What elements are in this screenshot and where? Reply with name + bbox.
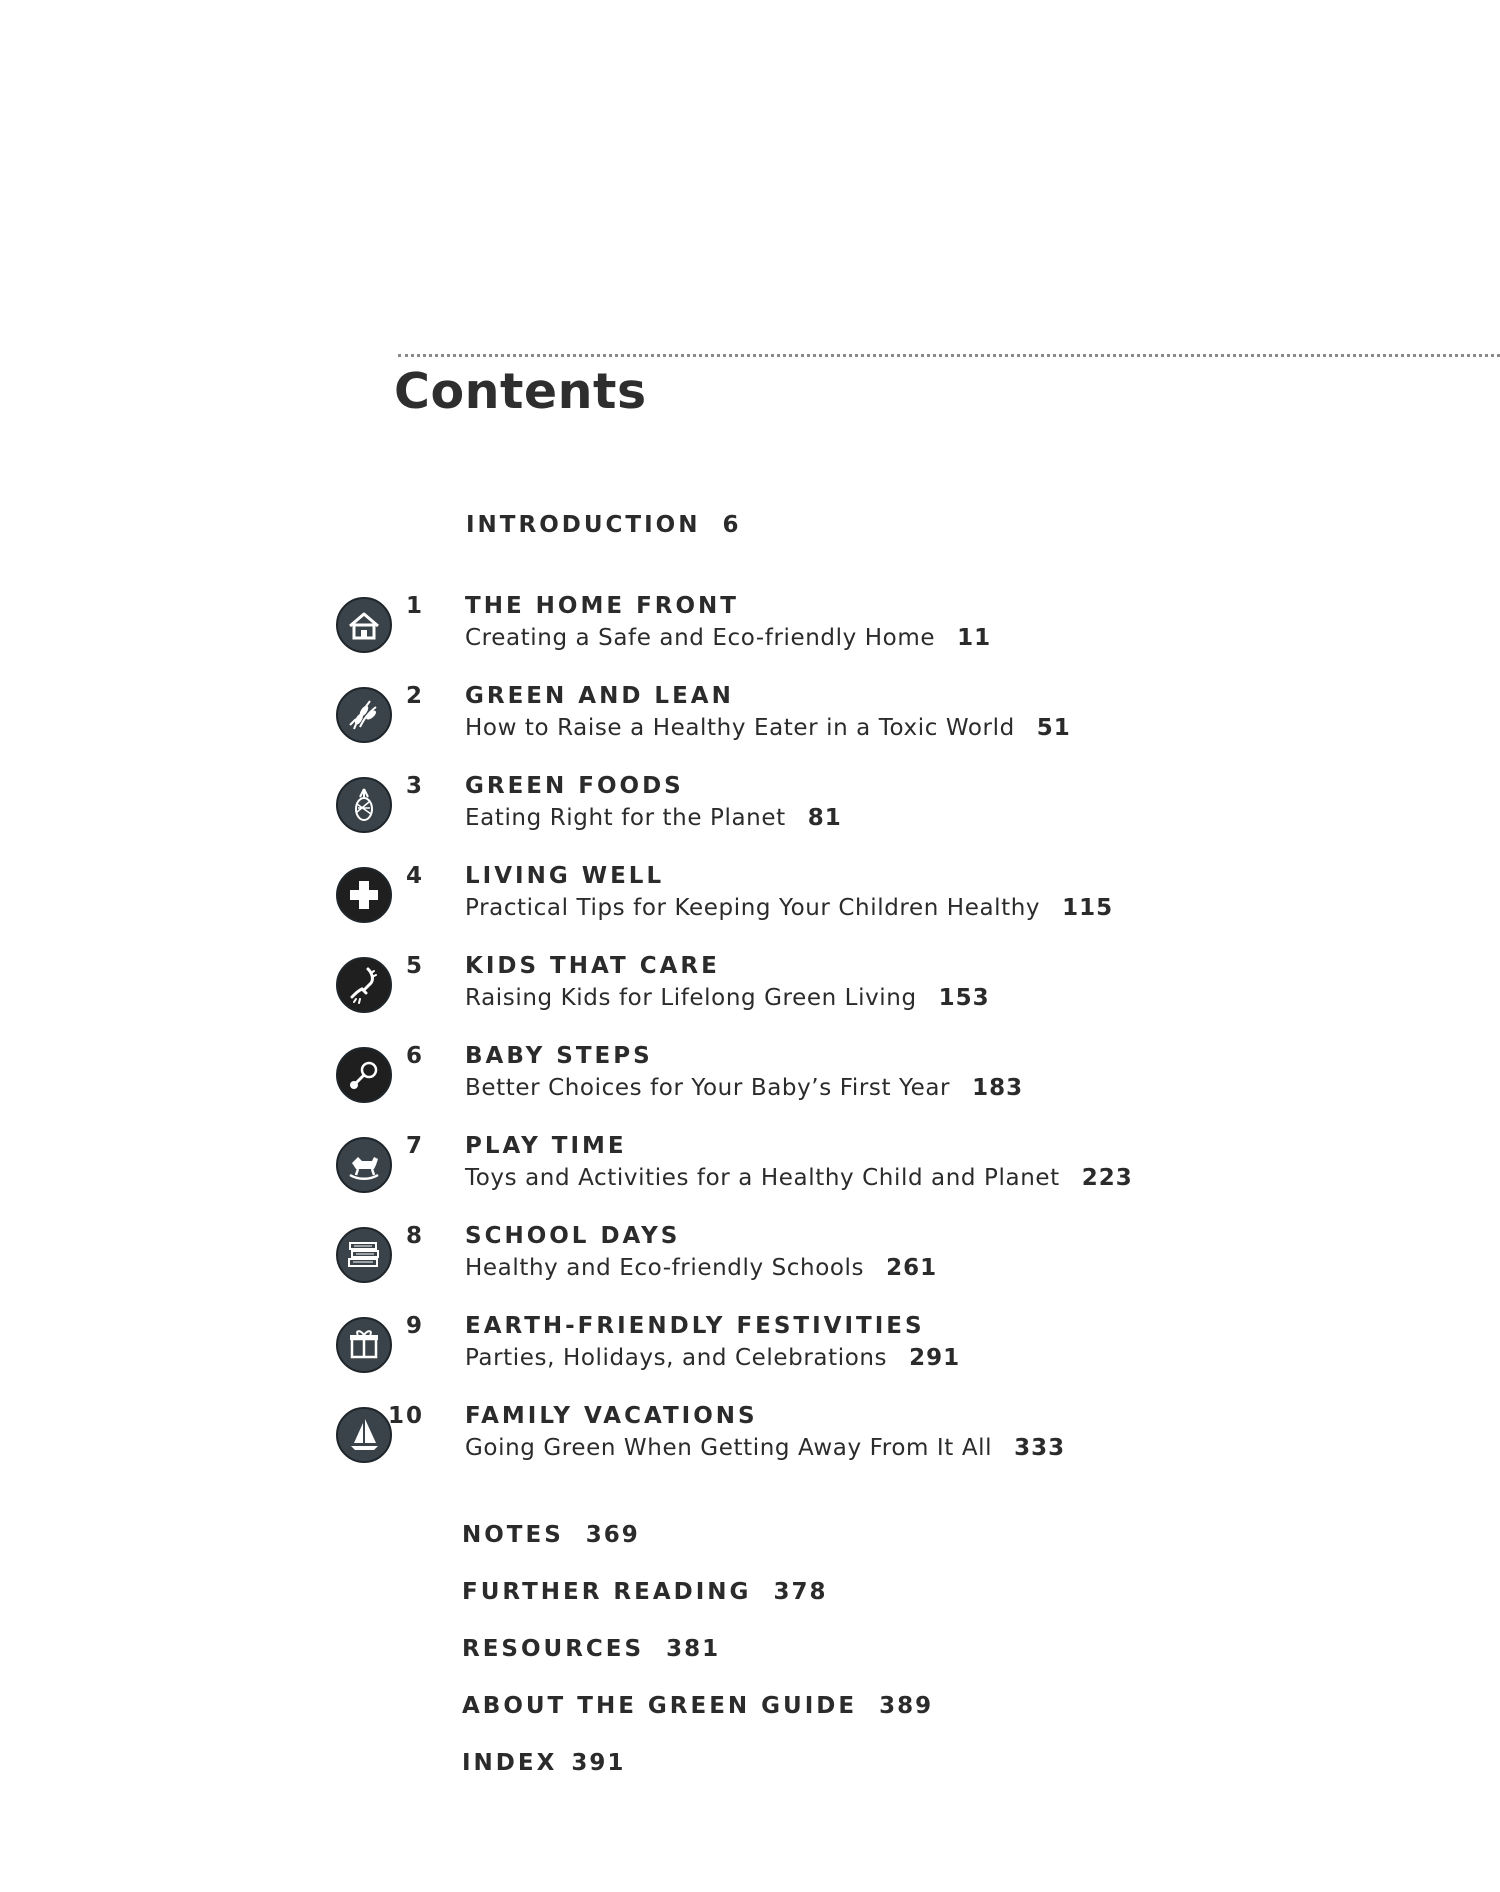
toc-chapter-5[interactable] (336, 953, 1436, 1023)
chapter-title: GREEN AND LEAN (465, 683, 734, 709)
chapter-number: 5 (405, 953, 424, 979)
toc-introduction[interactable] (466, 512, 740, 538)
toc-chapter-6[interactable] (336, 1043, 1436, 1113)
wheat-icon (336, 687, 392, 743)
back-matter-page: 391 (571, 1750, 626, 1776)
chapter-page: 115 (1062, 895, 1114, 921)
back-matter-page: 378 (773, 1579, 828, 1605)
chapter-title: GREEN FOODS (465, 773, 684, 799)
hands-icon (336, 957, 392, 1013)
title-dotted-rule (398, 354, 1500, 357)
chapter-title: BABY STEPS (465, 1043, 653, 1069)
introduction-label: INTRODUCTION (466, 512, 701, 538)
introduction-page: 6 (722, 512, 741, 538)
toc-further-reading[interactable] (462, 1579, 827, 1605)
house-icon (336, 597, 392, 653)
chapter-title: THE HOME FRONT (465, 593, 739, 619)
toc-chapter-4[interactable] (336, 863, 1436, 933)
chapter-number: 10 (387, 1403, 424, 1429)
chapter-title: FAMILY VACATIONS (465, 1403, 758, 1429)
chapter-title: EARTH-FRIENDLY FESTIVITIES (465, 1313, 925, 1339)
toc-chapter-2[interactable] (336, 683, 1436, 753)
toc-chapter-8[interactable] (336, 1223, 1436, 1293)
chapter-page: 11 (957, 625, 992, 651)
chapter-page: 81 (807, 805, 842, 831)
chapter-subtitle-text: Going Green When Getting Away From It All (465, 1435, 993, 1461)
back-matter-page: 381 (666, 1636, 721, 1662)
chapter-title: KIDS THAT CARE (465, 953, 720, 979)
chapter-page: 291 (909, 1345, 961, 1371)
back-matter-page: 369 (585, 1522, 640, 1548)
back-matter-label: RESOURCES (462, 1636, 645, 1662)
books-icon (336, 1227, 392, 1283)
chapter-number: 4 (405, 863, 424, 889)
chapter-subtitle-text: Raising Kids for Lifelong Green Living (465, 985, 917, 1011)
chapter-number: 1 (405, 593, 424, 619)
back-matter-label: INDEX (462, 1750, 558, 1776)
chapter-subtitle-text: Parties, Holidays, and Celebrations (465, 1345, 888, 1371)
toc-notes[interactable] (462, 1522, 640, 1548)
chapter-title: LIVING WELL (465, 863, 665, 889)
chapter-title: PLAY TIME (465, 1133, 627, 1159)
toc-chapter-10[interactable] (336, 1403, 1436, 1473)
chapter-subtitle (465, 1345, 960, 1371)
chapter-subtitle (465, 1165, 1133, 1191)
toc-chapter-1[interactable] (336, 593, 1436, 663)
chapter-page: 51 (1036, 715, 1071, 741)
chapter-page: 261 (886, 1255, 938, 1281)
rocking-horse-icon (336, 1137, 392, 1193)
chapter-number: 3 (405, 773, 424, 799)
chapter-subtitle-text: Better Choices for Your Baby’s First Year (465, 1075, 951, 1101)
chapter-number: 9 (405, 1313, 424, 1339)
chapter-subtitle (465, 625, 991, 651)
chapter-subtitle-text: How to Raise a Healthy Eater in a Toxic World (465, 715, 1015, 741)
chapter-page: 223 (1081, 1165, 1133, 1191)
back-matter-label: FURTHER READING (462, 1579, 752, 1605)
toc-index[interactable] (462, 1750, 625, 1776)
chapter-subtitle (465, 805, 842, 831)
chapter-subtitle (465, 1255, 937, 1281)
medical-cross-icon (336, 867, 392, 923)
chapter-number: 7 (405, 1133, 424, 1159)
toc-chapter-9[interactable] (336, 1313, 1436, 1383)
chapter-page: 333 (1014, 1435, 1066, 1461)
chapter-number: 2 (405, 683, 424, 709)
sailboat-icon (336, 1407, 392, 1463)
chapter-subtitle-text: Creating a Safe and Eco-friendly Home (465, 625, 936, 651)
chapter-subtitle (465, 1075, 1023, 1101)
chapter-subtitle (465, 1435, 1065, 1461)
chapter-number: 8 (405, 1223, 424, 1249)
chapter-number: 6 (405, 1043, 424, 1069)
chapter-page: 183 (972, 1075, 1024, 1101)
toc-chapter-3[interactable] (336, 773, 1436, 843)
toc-chapter-7[interactable] (336, 1133, 1436, 1203)
chapter-subtitle-text: Healthy and Eco-friendly Schools (465, 1255, 865, 1281)
back-matter-page: 389 (879, 1693, 934, 1719)
chapter-subtitle (465, 895, 1113, 921)
rattle-icon (336, 1047, 392, 1103)
gift-icon (336, 1317, 392, 1373)
chapter-title: SCHOOL DAYS (465, 1223, 681, 1249)
chapter-subtitle-text: Eating Right for the Planet (465, 805, 786, 831)
chapter-subtitle (465, 985, 990, 1011)
toc-about-the-green-guide[interactable] (462, 1693, 933, 1719)
page-title: Contents (394, 363, 647, 420)
pineapple-icon (336, 777, 392, 833)
chapter-subtitle-text: Practical Tips for Keeping Your Children Healthy (465, 895, 1041, 921)
chapter-page: 153 (938, 985, 990, 1011)
toc-resources[interactable] (462, 1636, 720, 1662)
chapter-subtitle-text: Toys and Activities for a Healthy Child and Planet (465, 1165, 1060, 1191)
back-matter-label: ABOUT THE GREEN GUIDE (462, 1693, 858, 1719)
back-matter-label: NOTES (462, 1522, 564, 1548)
chapter-subtitle (465, 715, 1071, 741)
